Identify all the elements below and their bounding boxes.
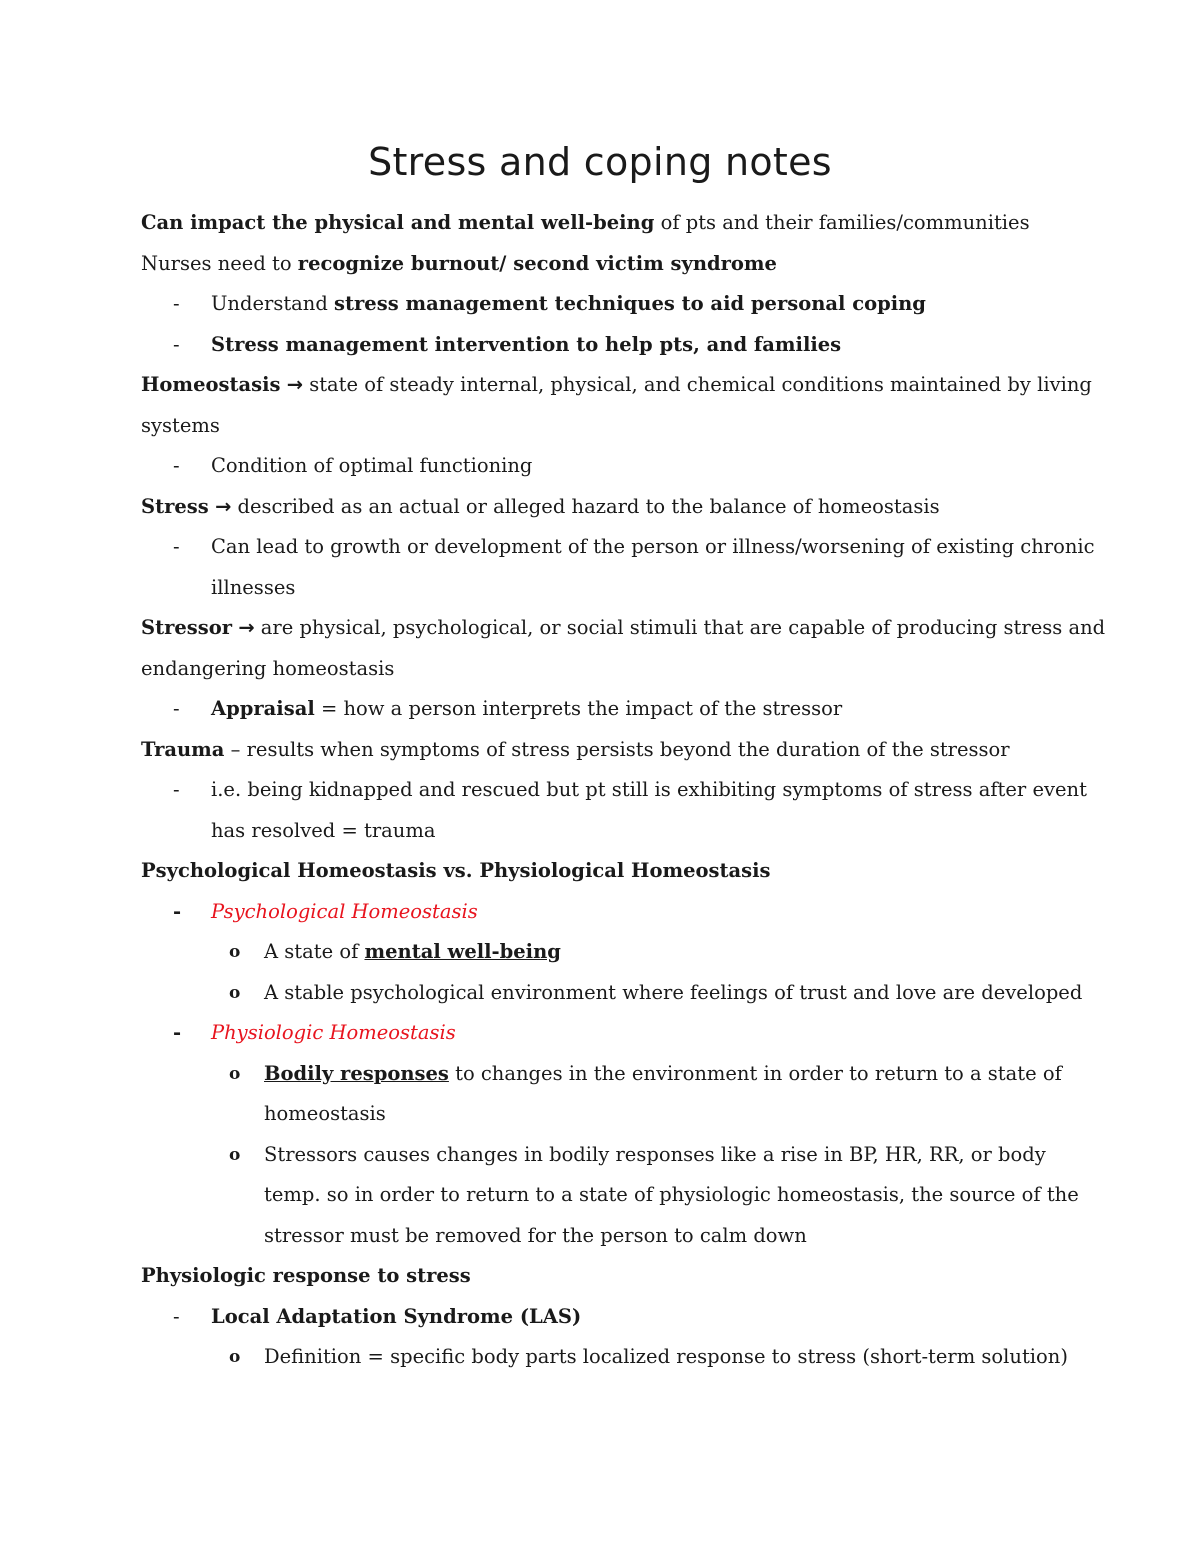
sub-list-item [141, 973, 1083, 1014]
bold-text: Physiologic response to stress [141, 1264, 471, 1287]
document-title: Stress and coping notes [368, 140, 832, 184]
bold-text: Psychological Homeostasis vs. Physiological Homeostasis [141, 859, 771, 882]
dash-bullet: - [173, 899, 182, 923]
bold-text: Homeostasis [141, 373, 281, 396]
text: to changes in the environment in order to return to a state of [448, 1061, 1062, 1085]
arrow-icon: → [214, 494, 232, 518]
sub-list-item [141, 1054, 1071, 1095]
text: of pts and their families/communities [654, 211, 1030, 234]
red-italic-heading: Psychological Homeostasis [211, 899, 478, 923]
list-item-continuation [141, 568, 1071, 609]
text: systems [141, 413, 220, 437]
text: endangering homeostasis [141, 656, 395, 680]
circle-bullet-icon: o [229, 982, 241, 1003]
sub-list-item-continuation [141, 1094, 1071, 1135]
bold-text: Stress management intervention to help pts, and families [211, 332, 842, 356]
bold-text: Local Adaptation Syndrome (LAS) [211, 1304, 582, 1328]
red-italic-heading: Physiologic Homeostasis [211, 1021, 456, 1044]
bold-text: Stress [141, 494, 209, 518]
list-item [141, 1297, 1071, 1338]
list-item [141, 325, 1071, 366]
list-item [141, 284, 1071, 325]
dash-bullet: - [173, 697, 180, 720]
list-item [141, 446, 1071, 487]
dash-bullet: - [173, 292, 180, 315]
arrow-icon: → [238, 616, 255, 639]
sub-list-item [141, 1337, 1071, 1378]
text: A state of [264, 940, 365, 963]
sub-list-item-continuation [141, 1175, 1079, 1216]
sub-list-item [141, 1135, 1071, 1176]
text: A stable psychological environment where feelings of trust and love are developed [264, 980, 1083, 1004]
bold-underlined-text: mental well-being [364, 940, 561, 963]
text: temp. so in order to return to a state of physiologic homeostasis, the source of the [264, 1183, 1079, 1206]
bold-text: Appraisal [211, 697, 315, 720]
text: state of steady internal, physical, and chemical conditions maintained by living [303, 373, 1092, 396]
paragraph [141, 608, 1106, 649]
text: Stressors causes changes in bodily responses like a rise in BP, HR, RR, or body [264, 1142, 1046, 1166]
text: illnesses [211, 575, 296, 599]
text: = how a person interprets the impact of the stressor [314, 697, 843, 720]
list-item [141, 527, 1095, 568]
text: described as an actual or alleged hazard to the balance of homeostasis [231, 494, 940, 518]
paragraph [141, 203, 1071, 244]
dash-bullet: - [173, 332, 180, 356]
list-item [141, 689, 1071, 730]
text: Can lead to growth or development of the person or illness/worsening of existing chronic [211, 535, 1095, 558]
paragraph [141, 487, 1071, 528]
text: Condition of optimal functioning [211, 454, 533, 477]
list-item-continuation [141, 811, 1071, 852]
text: – results when symptoms of stress persists beyond the duration of the stressor [224, 737, 1010, 761]
circle-bullet-icon: o [229, 1063, 241, 1084]
sub-list-item-continuation [141, 1216, 1071, 1257]
bold-text: recognize burnout/ second victim syndrome [297, 251, 777, 275]
circle-bullet-icon: o [229, 1347, 241, 1367]
circle-bullet-icon: o [229, 1144, 241, 1165]
paragraph [141, 730, 1071, 771]
text: Definition = specific body parts localized response to stress (short-term solution) [264, 1345, 1068, 1368]
dash-bullet: - [173, 535, 180, 558]
text: has resolved = trauma [211, 818, 436, 842]
text: Understand [211, 292, 335, 315]
dash-bullet: - [173, 778, 180, 801]
dash-bullet: - [173, 454, 180, 477]
text: are physical, psychological, or social stimuli that are capable of producing stress and [254, 616, 1106, 639]
list-item [141, 1013, 1071, 1054]
bold-underlined-text: Bodily responses [264, 1061, 449, 1085]
text: homeostasis [264, 1102, 386, 1125]
document-body [141, 203, 1106, 1378]
paragraph [141, 244, 1071, 285]
dash-bullet: - [173, 1304, 180, 1328]
bold-text: Trauma [141, 737, 225, 761]
paragraph [141, 365, 1092, 406]
dash-bullet: - [173, 1021, 182, 1044]
text: stressor must be removed for the person to calm down [264, 1223, 807, 1247]
bold-text: Can impact the physical and mental well-being [141, 211, 655, 234]
list-item [141, 770, 1087, 811]
list-item [141, 892, 1071, 933]
text: Nurses need to [141, 251, 298, 275]
section-heading [141, 1256, 1071, 1297]
circle-bullet-icon: o [229, 942, 241, 962]
bold-text: stress management techniques to aid personal coping [334, 292, 926, 315]
paragraph-continuation [141, 649, 1071, 690]
paragraph-continuation [141, 406, 1071, 447]
section-heading [141, 851, 1071, 892]
sub-list-item [141, 932, 1071, 973]
text: i.e. being kidnapped and rescued but pt still is exhibiting symptoms of stress after event [211, 778, 1087, 801]
bold-text: Stressor [141, 616, 233, 639]
arrow-icon: → [286, 373, 304, 396]
